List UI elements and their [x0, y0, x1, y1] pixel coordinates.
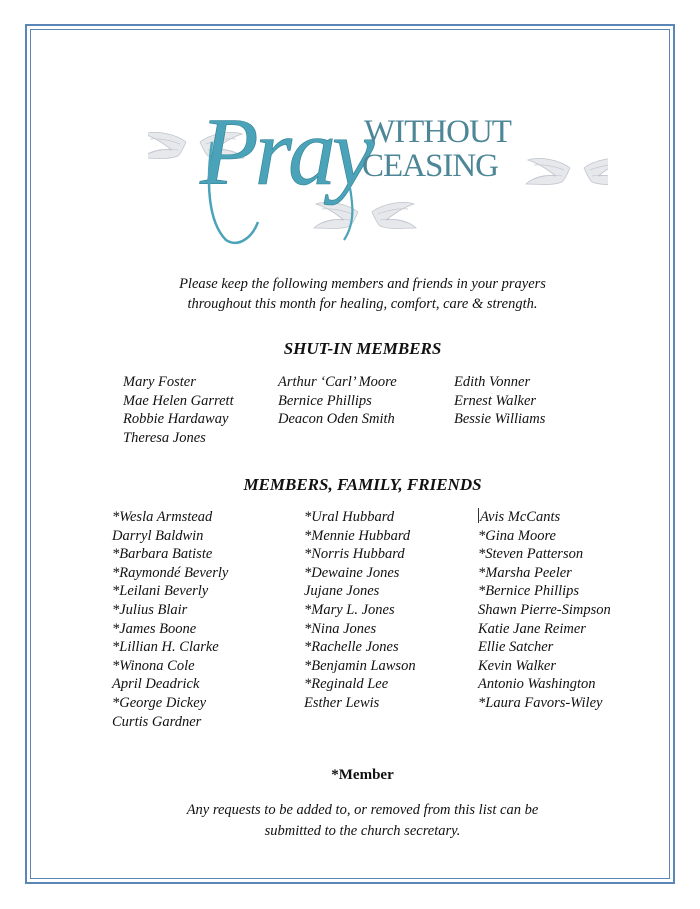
list-item: Bernice Phillips — [278, 392, 372, 409]
list-item: Darryl Baldwin — [112, 527, 204, 544]
list-item: *Lillian H. Clarke — [112, 639, 219, 656]
list-item: *Mennie Hubbard — [304, 527, 411, 544]
list-item: *Marsha Peeler — [478, 564, 572, 581]
list-item: Esther Lewis — [304, 694, 380, 711]
list-item: *Winona Cole — [112, 657, 195, 674]
members-column-3 — [478, 508, 611, 713]
angel-wings-icon — [526, 158, 608, 184]
footer-line-1: Any requests to be added to, or removed from this list can be — [186, 802, 539, 818]
shut-in-column-1 — [123, 373, 234, 447]
footer-line-2: submitted to the church secretary. — [264, 823, 461, 839]
list-item: Kevin Walker — [478, 657, 556, 674]
list-item[interactable] — [478, 508, 611, 527]
list-item: *Norris Hubbard — [304, 546, 405, 563]
list-item: Mae Helen Garrett — [123, 392, 234, 409]
angel-wings-icon — [314, 202, 416, 228]
list-item: Jujane Jones — [304, 583, 380, 600]
list-item: Ernest Walker — [454, 392, 537, 409]
shut-in-column-3 — [454, 373, 545, 429]
members-heading: MEMBERS, FAMILY, FRIENDS — [243, 475, 482, 494]
list-item: *Nina Jones — [304, 620, 377, 637]
list-item: *Reginald Lee — [304, 676, 389, 693]
list-item: *Laura Favors-Wiley — [478, 694, 603, 711]
list-item: *Raymondé Beverly — [112, 564, 229, 581]
list-item: Antonio Washington — [478, 676, 596, 693]
list-item: Katie Jane Reimer — [478, 620, 586, 637]
intro-line-1: Please keep the following members and friends in your prayers — [179, 276, 546, 292]
list-item: Curtis Gardner — [112, 713, 202, 730]
list-item: Arthur ‘Carl’ Moore — [278, 374, 397, 390]
intro-text — [60, 274, 665, 314]
list-item: *Barbara Batiste — [112, 546, 213, 563]
list-item: *Gina Moore — [478, 527, 556, 544]
list-item: Bessie Williams — [454, 411, 546, 428]
list-item: *Benjamin Lawson — [304, 657, 416, 674]
list-item: *Wesla Armstead — [112, 509, 213, 525]
list-item: *Steven Patterson — [478, 546, 584, 563]
list-item: Shawn Pierre-Simpson — [478, 601, 611, 618]
logo-script-text: Pray — [200, 98, 371, 205]
list-item: *Ural Hubbard — [304, 509, 395, 525]
members-column-1 — [112, 508, 228, 731]
list-item: Ellie Satcher — [478, 639, 554, 656]
list-item: *Leilani Beverly — [112, 583, 209, 600]
list-item: Theresa Jones — [123, 429, 206, 446]
list-item: Mary Foster — [123, 374, 196, 390]
pray-without-ceasing-logo — [148, 72, 608, 252]
members-column-2 — [304, 508, 416, 713]
shut-in-column-2 — [278, 373, 397, 429]
list-item: *Julius Blair — [112, 601, 188, 618]
list-item: *Mary L. Jones — [304, 601, 395, 618]
text-cursor — [478, 508, 479, 523]
intro-line-2: throughout this month for healing, comfort, care & strength. — [187, 296, 538, 312]
list-item: Deacon Oden Smith — [278, 411, 395, 428]
list-item: *Bernice Phillips — [478, 583, 580, 600]
list-item: *James Boone — [112, 620, 197, 637]
member-legend: *Member — [331, 767, 394, 783]
shut-in-heading: SHUT-IN MEMBERS — [283, 339, 442, 358]
logo-line-ceasing: CEASING — [362, 148, 499, 184]
list-item: *Dewaine Jones — [304, 564, 400, 581]
list-item: *Rachelle Jones — [304, 639, 399, 656]
logo-line-without: WITHOUT — [364, 114, 511, 150]
list-item: *George Dickey — [112, 694, 207, 711]
list-item: Robbie Hardaway — [123, 411, 229, 428]
footer-note — [60, 800, 665, 842]
list-item: Edith Vonner — [454, 374, 531, 390]
list-item: April Deadrick — [112, 676, 200, 693]
list-item-text: Avis McCants — [480, 509, 561, 525]
